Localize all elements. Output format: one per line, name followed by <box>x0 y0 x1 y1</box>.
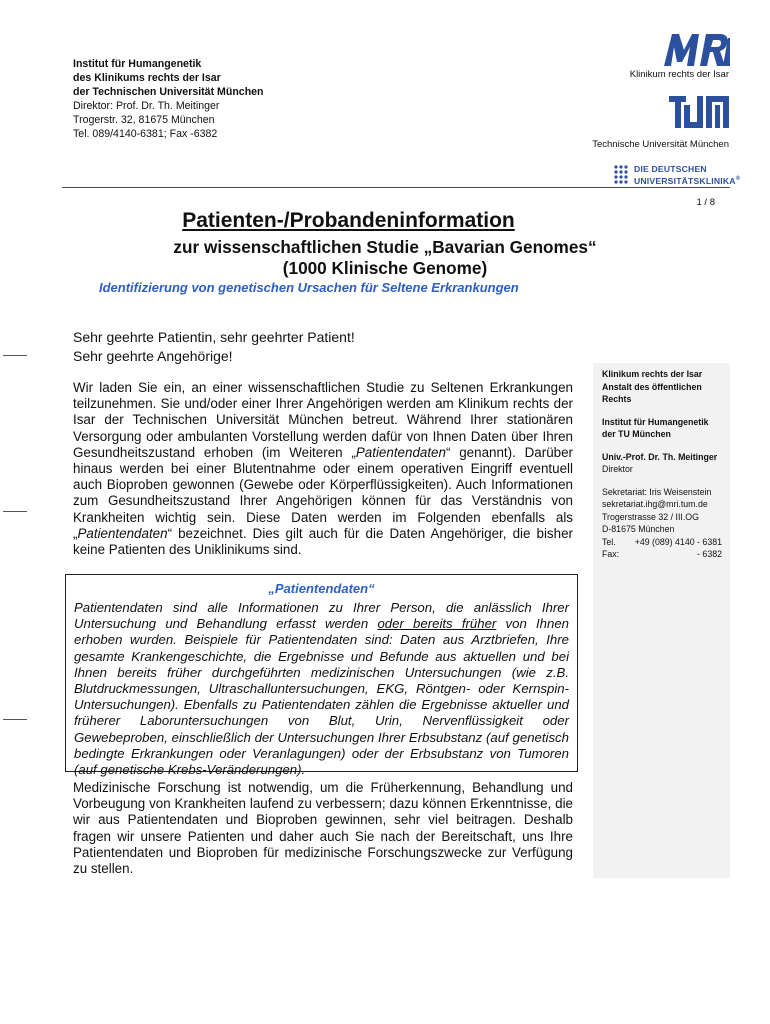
intro-paragraph <box>73 380 573 558</box>
institute-header <box>73 57 264 141</box>
definition-emphasis: oder bereits früher <box>377 616 497 632</box>
research-paragraph: Medizinische Forschung ist notwendig, um die Früherkennung, Behandlung und Vorbeugung von Krankheiten laufend zu verbessern; dazu können Erkenntnisse, die wir aus Patientendaten und Bioproben gewinnen, sehr viel beitragen. Deshalb fragen wir unsere Patienten und daher auch Sie nach der Bereitschaft, uns Ihre Patientendaten und Bioproben für medizinische Forschungszwecke zur Verfügung zu stellen. <box>73 780 573 877</box>
fold-mark <box>3 355 27 356</box>
sidebar-org-type: Anstalt des öffentlichen <box>602 381 702 392</box>
sidebar-director <box>602 451 722 476</box>
definition-text-1: Patientendaten sind alle Informationen zu Ihrer Person, die anlässlich Ihrer Untersuchung und Behandlung erfasst werden <box>74 600 569 632</box>
intro-term-2: Patientendaten <box>77 525 168 541</box>
sidebar-org-type-2: Rechts <box>602 394 632 404</box>
study-name: zur wissenschaftlichen Studie „Bavarian Genomes“ <box>173 237 597 257</box>
tum-caption: Technische Universität München <box>592 139 729 150</box>
duk-line1: DIE DEUTSCHEN <box>634 164 707 174</box>
institute-university: der Technischen Universität München <box>73 86 264 98</box>
sidebar-phone-value: +49 (089) 4140 - 6381 <box>634 536 722 547</box>
definition-title: „Patientendaten“ <box>268 581 375 596</box>
definition-text <box>74 600 569 778</box>
institute-address: Trogerstr. 32, 81675 München <box>73 114 215 126</box>
punch-mark <box>3 511 27 512</box>
sidebar-fax-value: - 6382 <box>697 549 722 559</box>
salutation-line1: Sehr geehrte Patientin, sehr geehrter Patient! <box>73 329 355 345</box>
mri-logo <box>660 30 730 66</box>
sidebar-email-link[interactable]: sekretariat.ihg@mri.tum.de <box>602 499 708 509</box>
klinikum-caption: Klinikum rechts der Isar <box>629 69 729 80</box>
salutation-line2: Sehr geehrte Angehörige! <box>73 348 233 364</box>
tum-logo <box>669 96 729 128</box>
study-subtitle: (1000 Klinische Genome) <box>282 258 488 278</box>
header-divider <box>62 187 730 188</box>
intro-text-1: Wir laden Sie ein, an einer wissenschaftlichen Studie zu Seltenen Erkrankungen teilzunehmen. Sie und/oder einer Ihrer Angehörigen werden am Klinikum rechts der Isar der Technischen Universität München betreut. Während Ihrer stationären Versorgung oder ambulanten Vorstellung werden dafür von Ihnen Daten über Ihren Gesundheitszustand erhoben (im Weiteren „ <box>73 380 573 460</box>
sidebar-phone-label: Tel. <box>602 536 616 547</box>
sidebar-org-name: Klinikum rechts der Isar <box>602 369 703 379</box>
duk-logo-text <box>634 165 740 186</box>
fold-mark <box>3 719 27 720</box>
sidebar-city: D-81675 München <box>602 524 675 534</box>
study-topic: Identifizierung von genetischen Ursachen für Seltene Erkrankungen <box>99 280 519 295</box>
sidebar-phone <box>602 536 722 549</box>
sidebar-street: Trogerstrasse 32 / III.OG <box>602 511 699 522</box>
institute-director: Direktor: Prof. Dr. Th. Meitinger <box>73 100 220 112</box>
sidebar-secretary: Sekretariat: Iris Weisenstein <box>602 486 712 497</box>
sidebar-organization <box>602 368 722 406</box>
sidebar-institute-name: Institut für Humangenetik <box>602 416 709 427</box>
institute-name: Institut für Humangenetik <box>73 58 202 70</box>
sidebar-institute <box>602 416 722 441</box>
patientendaten-definition-box <box>65 574 578 778</box>
institute-phone: Tel. 089/4140-6381; Fax -6382 <box>73 128 218 140</box>
salutation <box>73 328 355 366</box>
document-title: Patienten-/Probandeninformation <box>182 209 515 232</box>
page-number: 1 / 8 <box>696 197 715 208</box>
sidebar-fax <box>602 548 722 561</box>
duk-reg: ® <box>735 175 741 182</box>
duk-line2: UNIVERSITÄTSKLINIKA <box>634 175 736 186</box>
intro-text-3: “ bezeichnet. Dies gilt auch für die Daten Angehöriger, die bisher keine Patienten des Uniklinikums sind. <box>73 525 573 558</box>
sidebar-director-name: Univ.-Prof. Dr. Th. Meitinger <box>602 451 718 462</box>
sidebar-fax-label: Fax: <box>602 549 620 559</box>
institute-clinic: des Klinikums rechts der Isar <box>73 72 221 84</box>
definition-text-2: von Ihnen erhoben wurden. Beispiele für Patientendaten sind: Daten aus Arztbriefen, Ihre gesamte Krankengeschichte, die Ergebnisse und Befunde aus aktuellen und bei Ihnen bereits früher durchgeführten medizinischen Untersuchungen (wie z.B. Blutdruckmessungen, Ultraschalluntersuchungen, EKG, Röntgen- oder Kernspin-Untersuchungen). Ebenfalls zu Patientendaten zählen die Ergebnisse aktueller und früherer Laboruntersuchungen von Blut, Urin, Nervenflüssigkeit oder Gewebeproben, einschließlich der Untersuchungen Ihrer Erbsubstanz (auf genetisch bedingte Erkrankungen oder Veranlagungen) oder der Erbsubstanz von Tumoren (auf genetische Krebs-Veränderungen). <box>74 616 570 778</box>
sidebar-contact <box>602 486 722 561</box>
contact-sidebar <box>593 363 730 878</box>
intro-term-1: Patientendaten <box>355 444 446 460</box>
document-title-block <box>0 207 770 279</box>
sidebar-director-role: Direktor <box>602 464 633 474</box>
intro-text-2: “ genannt). Darüber hinaus werden bei einer Blutentnahme oder einem operativen Eingriff eventuell auch Bioproben gewonnen (Gewebe oder Körperflüssigkeiten). Auch Informationen zum Gesundheitszustand Ihrer Angehörigen können für das Verständnis von Krankheiten wichtig sein. Diese Daten werden im Folgenden ebenfalls als „ <box>73 444 573 541</box>
sidebar-institute-univ: der TU München <box>602 429 671 439</box>
